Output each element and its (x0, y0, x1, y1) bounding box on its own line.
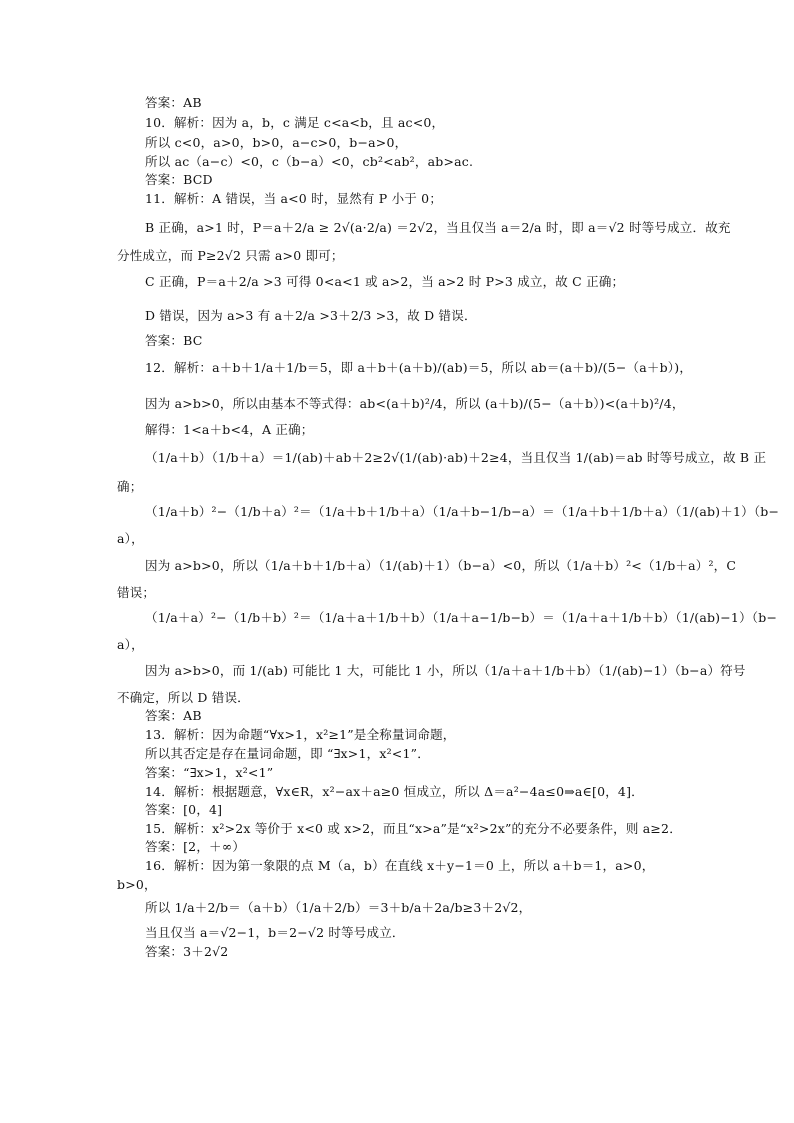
answer-13: 答案：“∃x>1，x²<1” (145, 765, 274, 780)
q12-step-1: 因为 a>b>0，所以由基本不等式得：ab<(a＋b)²/4，所以 (a＋b)/(5−（a＋b）)<(a＋b)²/4， (145, 396, 685, 411)
q10-solution: 10．解析：因为 a，b，c 满足 c<a<b，且 ac<0， (145, 115, 445, 130)
q12-option-b: （1/a＋b）（1/b＋a）＝1/(ab)＋ab＋2≥2√(1/(ab)·ab)＋2≥4，当且仅当 1/(ab)＝ab 时等号成立，故 B 正 (145, 450, 767, 465)
q15-solution: 15．解析：x²>2x 等价于 x<0 或 x>2，而且“x>a”是“x²>2x”的充分不必要条件，则 a≥2． (145, 821, 682, 836)
q10-step-1: 所以 c<0，a>0，b>0，a−c>0，b−a>0， (145, 135, 408, 150)
q16-step-2: 当且仅当 a＝√2−1，b＝2−√2 时等号成立． (145, 925, 405, 940)
q11-solution: 11．解析：A 错误，当 a<0 时，显然有 P 小于 0； (145, 191, 443, 206)
q10-step-2: 所以 ac（a−c）<0，c（b−a）<0，cb²<ab²，ab>ac. (145, 154, 474, 169)
answer-16: 答案：3＋2√2 (145, 944, 229, 959)
q16-solution: 16．解析：因为第一象限的点 M（a，b）在直线 x＋y−1＝0 上，所以 a＋b＝1，a>0， (145, 858, 655, 873)
q14-solution: 14．解析：根据题意，∀x∈R，x²−ax＋a≥0 恒成立，所以 Δ＝a²−4a≤0⇒a∈[0，4]． (145, 784, 644, 799)
q16-solution-cont: b>0， (117, 877, 157, 892)
answer-9: 答案：AB (145, 95, 202, 110)
q16-step-1: 所以 1/a＋2/b＝（a＋b）（1/a＋2/b）＝3＋b/a＋2a/b≥3＋2√2， (145, 900, 532, 915)
answer-10: 答案：BCD (145, 172, 213, 187)
answer-12: 答案：AB (145, 708, 202, 723)
q12-step-2: 解得：1<a＋b<4，A 正确； (145, 422, 314, 437)
q13-step-1: 所以其否定是存在量词命题，即 “∃x>1，x²<1”． (145, 746, 430, 761)
q12-option-d-cont: 不确定，所以 D 错误． (117, 690, 250, 705)
q11-option-b-cont: 分性成立，而 P≥2√2 只需 a>0 即可； (117, 248, 344, 263)
answer-11: 答案：BC (145, 333, 203, 348)
q12-option-c-conclusion: 因为 a>b>0，所以（1/a＋b＋1/b＋a）（1/(ab)＋1）（b−a）<0，所以（1/a＋b）²<（1/b＋a）²，C (145, 558, 737, 573)
q13-solution: 13．解析：因为命题“∀x>1，x²≥1”是全称量词命题， (145, 727, 456, 742)
q12-option-c-expr-cont: a）， (117, 531, 144, 546)
q12-option-d-expr-cont: a）， (117, 637, 144, 652)
q11-option-c: C 正确，P＝a＋2/a >3 可得 0<a<1 或 a>2，当 a>2 时 P>3 成立，故 C 正确； (145, 274, 625, 289)
answer-14: 答案：[0，4] (145, 802, 223, 817)
q12-option-c-cont: 错误； (117, 585, 156, 600)
q11-option-b: B 正确，a>1 时，P＝a＋2/a ≥ 2√(a·2/a) ＝2√2，当且仅当 a＝2/a 时，即 a＝√2 时等号成立．故充 (145, 220, 731, 235)
q11-option-d: D 错误，因为 a>3 有 a＋2/a >3＋2/3 >3，故 D 错误． (145, 308, 477, 323)
answer-15: 答案：[2，＋∞） (145, 839, 246, 854)
q12-option-d-conclusion: 因为 a>b>0，而 1/(ab) 可能比 1 大，可能比 1 小，所以（1/a＋a＋1/b＋b）（1/(ab)−1）（b−a）符号 (145, 663, 746, 678)
q12-solution: 12．解析：a＋b＋1/a＋1/b＝5，即 a＋b＋(a＋b)/(ab)＝5，所以 ab＝(a＋b)/(5−（a＋b）)， (145, 360, 693, 375)
q12-option-b-cont: 确； (117, 479, 143, 494)
q12-option-c-expr: （1/a＋b）²−（1/b＋a）²＝（1/a＋b＋1/b＋a）（1/a＋b−1/b−a）＝（1/a＋b＋1/b＋a）（1/(ab)＋1）（b− (145, 504, 780, 519)
q12-option-d-expr: （1/a＋a）²−（1/b＋b）²＝（1/a＋a＋1/b＋b）（1/a＋a−1/b−b）＝（1/a＋a＋1/b＋b）（1/(ab)−1）（b− (145, 610, 778, 625)
